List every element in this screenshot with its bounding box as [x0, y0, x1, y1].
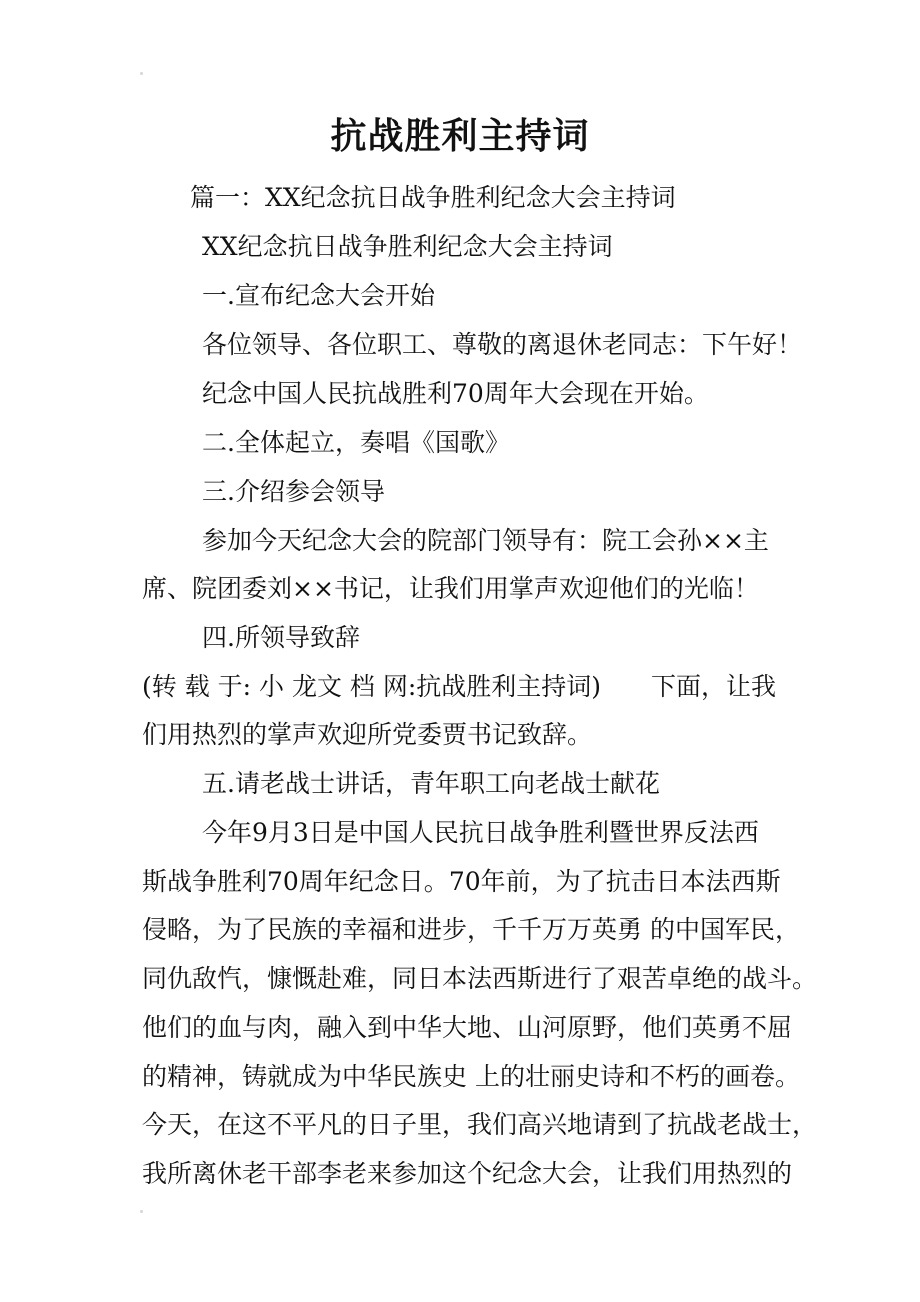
step-heading: 二.全体起立，奏唱《国歌》: [202, 428, 510, 457]
paragraph-line: 侵略，为了民族的幸福和进步，千千万万英勇 的中国军民，: [142, 915, 800, 944]
step-heading: 五.请老战士讲话，青年职工向老战士献花: [202, 769, 660, 798]
step-heading: 四.所领导致辞: [202, 623, 360, 652]
step-heading: 一.宣布纪念大会开始: [202, 281, 435, 310]
paragraph-line: 参加今天纪念大会的院部门领导有：院工会孙××主: [202, 526, 769, 555]
page-title: 抗战胜利主持词: [330, 115, 590, 157]
paragraph-line: 的精神，铸就成为中华民族史 上的壮丽史诗和不朽的画卷。: [142, 1062, 800, 1091]
subtitle: XX纪念抗日战争胜利纪念大会主持词: [202, 232, 613, 261]
paragraph-line: 同仇敌忾，慷慨赴难，同日本法西斯进行了艰苦卓绝的战斗。: [142, 964, 818, 993]
paragraph-line: 纪念中国人民抗战胜利70周年大会现在开始。: [202, 379, 709, 408]
paragraph-line: 今天，在这不平凡的日子里，我们高兴地请到了抗战老战士，: [142, 1110, 818, 1139]
paragraph-line: 各位领导、各位职工、尊敬的离退休老同志：下午好！: [202, 330, 803, 359]
paragraph-line: 们用热烈的掌声欢迎所党委贾书记致辞。: [142, 720, 593, 749]
paragraph-line: 斯战争胜利70周年纪念日。70年前，为了抗击日本法西斯: [142, 867, 781, 896]
section-heading-1: 篇一：XX纪念抗日战争胜利纪念大会主持词: [190, 183, 676, 212]
scan-speck: [140, 72, 143, 75]
paragraph-line: 今年9月3日是中国人民抗日战争胜利暨世界反法西: [202, 818, 759, 847]
paragraph-line: 我所离休老干部李老来参加这个纪念大会，让我们用热烈的: [142, 1159, 793, 1188]
scan-speck: [140, 1210, 143, 1213]
step-heading: 三.介绍参会领导: [202, 477, 385, 506]
paragraph-line: 他们的血与肉，融入到中华大地、山河原野，他们英勇不屈: [142, 1013, 793, 1042]
paragraph-line: 席、院团委刘××书记，让我们用掌声欢迎他们的光临！: [142, 574, 759, 603]
paragraph-line: (转 载 于: 小 龙文 档 网:抗战胜利主持词) 下面，让我: [142, 672, 777, 701]
